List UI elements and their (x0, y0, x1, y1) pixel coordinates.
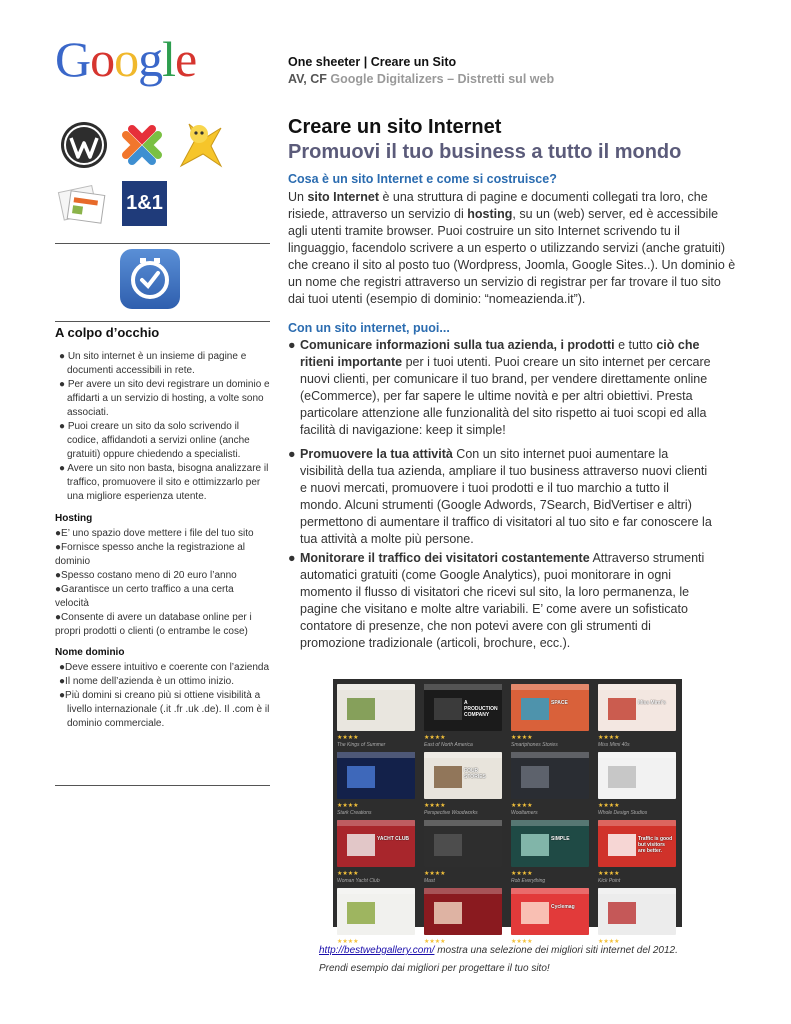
bullet-dot: ● (288, 551, 296, 565)
thumbnail-caption: Miss Mimi 40s (598, 742, 630, 748)
thumbnail-nav-bar (598, 820, 676, 826)
thumbnail-accent-block (347, 766, 375, 788)
gallery-thumbnail (598, 752, 676, 799)
thumbnail-text: SIMPLE (551, 836, 570, 842)
logo-letter-o2: o (114, 31, 139, 87)
thumbnail-rating: ★★★★ (424, 939, 446, 945)
gallery-thumbnail (337, 684, 415, 731)
bestwebgallery-link[interactable]: http://bestwebgallery.com/ (319, 945, 435, 956)
intro-bold: sito Internet (307, 190, 379, 204)
gallery-thumbnail (511, 752, 589, 799)
thumbnail-rating: ★★★★ (511, 871, 533, 877)
thumbnail-rating: ★★★★ (424, 735, 446, 741)
gallery-thumbnail (598, 888, 676, 935)
thumbnail-text: FOUR STORIES (464, 768, 486, 780)
thumbnail-accent-block (434, 698, 462, 720)
logo-letter-o1: o (90, 31, 115, 87)
thumbnail-rating: ★★★★ (598, 939, 620, 945)
thumbnail-rating: ★★★★ (424, 871, 446, 877)
thumbnail-caption: The Kings of Summer (337, 742, 386, 748)
thumbnail-nav-bar (337, 752, 415, 758)
section-question-1: Cosa è un sito Internet e come si costruisce? (288, 172, 557, 186)
gallery-thumbnail (511, 820, 589, 867)
thumbnail-nav-bar (511, 820, 589, 826)
gallery-thumbnail (424, 684, 502, 731)
hosting-list (55, 527, 270, 639)
sidebar-title: A colpo d’occhio (55, 325, 160, 340)
thumbnail-caption: Wooltamers (511, 810, 538, 816)
main-bullet (288, 550, 713, 653)
gallery-caption (319, 945, 678, 956)
gallery-thumbnail (598, 820, 676, 867)
hosting-item: ●Fornisce spesso anche la registrazione al dominio (55, 542, 246, 567)
caption-text: mostra una selezione dei migliori siti internet del 2012. (434, 945, 678, 956)
bullet-bold: Comunicare informazioni sulla tua azienda, i prodotti (300, 338, 615, 352)
thumbnail-rating: ★★★★ (337, 939, 359, 945)
document-header-title: One sheeter | Creare un Sito (288, 55, 457, 69)
thumbnail-text: Miss Mimi's (638, 700, 666, 706)
sidebar-bullet: ● Avere un sito non basta, bisogna analizzare il traffico, promuovere il sito e ottimizzarlo per una migliore esperienza utente. (59, 463, 269, 502)
bullet-text: Con un sito internet puoi aumentare la visibilità della tua azienda, ampliare il tuo business attraverso nuovi clienti e nuovi mercati, promuovere i tuoi prodotti e il tuo marchio a tutto il mondo. Alcuni strumenti (Google Adwords, 7Search, BidVertiser e altri) permettono di aumentare il traffico di visitatori al tuo sito e far conoscere la tua attività a molte più persone. (300, 447, 712, 547)
bullet-dot: ● (288, 338, 296, 352)
hosting-item: ●Garantisce un certo traffico a una certa velocità (55, 584, 234, 609)
domain-item: ●Più domini si creano più si ottiene visibilità a livello internazionale (.it .fr .uk .de). Il .com è il dominio commerciale. (59, 690, 270, 729)
thumbnail-nav-bar (598, 888, 676, 894)
gallery-caption-line2: Prendi esempio dai migliori per progettare il tuo sito! (319, 963, 550, 974)
yellow-mascot-icon (175, 118, 223, 166)
sidebar-divider-mid (55, 321, 270, 322)
bullet-dot: ● (288, 447, 296, 461)
wordpress-icon (60, 121, 108, 169)
intro-text: è una struttura di pagine e documenti collegati tra loro, che risiede, attraverso un servizio di (288, 190, 708, 221)
thumbnail-caption: Whole Design Studios (598, 810, 648, 816)
sidebar-bullet: ● Per avere un sito devi registrare un dominio e affidarti a un servizio di hosting, a volte sono associati. (59, 379, 270, 418)
thumbnail-caption: Kick Point (598, 878, 621, 884)
sidebar-bullet: ● Un sito internet è un insieme di pagine e documenti accessibili in rete. (59, 351, 247, 376)
intro-text: Un (288, 190, 308, 204)
bullet-bold: ciò che ritieni importante (300, 338, 700, 370)
sidebar-bullet: ● Puoi creare un sito da solo scrivendo il codice, affidandoti a servizi online (anche gratuiti) oppure chiedendo a specialisti. (59, 421, 250, 460)
bullet-bold: Promuovere la tua attività (300, 447, 453, 461)
thumbnail-rating: ★★★★ (511, 803, 533, 809)
thumbnail-caption: Stark Creations (337, 810, 372, 816)
thumbnail-rating: ★★★★ (337, 803, 359, 809)
thumbnail-rating: ★★★★ (598, 803, 620, 809)
thumbnail-caption: Mast (424, 878, 435, 884)
thumbnail-nav-bar (424, 820, 502, 826)
gallery-thumbnail (511, 888, 589, 935)
thumbnail-caption: Rob Everything (511, 878, 546, 884)
intro-bold: hosting (467, 207, 513, 221)
hosting-item: ●Spesso costano meno di 20 euro l’anno (55, 570, 237, 581)
logo-letter-g2: g (138, 31, 163, 87)
thumbnail-accent-block (521, 834, 549, 856)
thumbnail-rating: ★★★★ (598, 735, 620, 741)
gallery-thumbnail (424, 888, 502, 935)
group-name: Google Digitalizers (330, 72, 444, 86)
domain-heading: Nome dominio (55, 647, 125, 658)
thumbnail-accent-block (521, 902, 549, 924)
gallery-thumbnail (424, 820, 502, 867)
bullet-mid: e tutto (614, 338, 657, 352)
domain-item: ●Il nome dell’azienda è un ottimo inizio. (59, 676, 235, 687)
authors: AV, CF (288, 72, 327, 86)
intro-paragraph (288, 189, 736, 308)
thumbnail-nav-bar (337, 888, 415, 894)
thumbnail-accent-block (434, 902, 462, 924)
bullet-text: per i tuoi utenti. Puoi creare un sito internet per cercare nuovi clienti, per comunicare il tuo brand, per vendere direttamente online (eCommerce), per far sapere le ultime novità e per altri obiettivi. Presta particolare attenzione alle funzionalità del sito rispetto ai tuoi scopi ed alla facilità di navigazione: keep it simple! (300, 355, 711, 438)
thumbnail-caption: Woman Yacht Club (337, 878, 380, 884)
thumbnail-rating: ★★★★ (424, 803, 446, 809)
thumbnail-text: YACHT CLUB (377, 836, 410, 842)
gallery-thumbnail (337, 752, 415, 799)
thumbnail-text: A PRODUCTION COMPANY (464, 700, 498, 718)
gallery-thumbnail (424, 752, 502, 799)
hosting-heading: Hosting (55, 513, 93, 524)
thumbnail-accent-block (434, 834, 462, 856)
thumbnail-accent-block (347, 698, 375, 720)
hosting-item: ●Consente di avere un database online per i propri prodotti o clienti (o entrambe le cose) (55, 612, 252, 637)
thumbnail-accent-block (608, 698, 636, 720)
hosting-item: ●E’ uno spazio dove mettere i file del tuo sito (55, 528, 254, 539)
document-header-authors (288, 72, 554, 86)
thumbnail-nav-bar (337, 820, 415, 826)
section-question-2: Con un sito internet, puoi... (288, 321, 450, 335)
main-bullet (288, 446, 713, 549)
bullet-text: Attraverso strumenti automatici gratuiti (come Google Analytics), puoi monitorare in ogni momento il flusso di visitatori che ricevi sul sito, la loro permanenza, le pagine che visitano e molte altre variabili. E’ come avere un sofisticato contatore di presenze, che non potevi avere con gli strumenti di promozione tradizionale (articoli, brochure, ecc.). (300, 551, 705, 651)
thumbnail-nav-bar (511, 752, 589, 758)
thumbnail-nav-bar (598, 752, 676, 758)
main-bullet (288, 337, 713, 440)
thumbnail-accent-block (347, 834, 375, 856)
bullet-bold: Monitorare il traffico dei visitatori costantemente (300, 551, 590, 565)
thumbnail-accent-block (608, 902, 636, 924)
gallery-thumbnail (337, 888, 415, 935)
analytics-clock-icon (120, 249, 180, 309)
domain-item: ●Deve essere intuitivo e coerente con l’azienda (59, 662, 270, 673)
sidebar-divider-top (55, 243, 270, 244)
intro-text: , su un (web) server, ed è accessibile agli utenti tramite browser. Puoi costruire un sito Internet scrivendo tu il linguaggio, facendolo scrivere a un esperto o utilizzando servizi (anche gratuiti) che creano il sito al posto tuo (Wordpress, Joomla, Google Sites..). Un dominio è un nome che registri attraverso un servizio di registrar per far trovare il tuo sito dai tuoi utenti (esempio di dominio: “nomeazienda.it”). (288, 207, 736, 306)
thumbnail-rating: ★★★★ (337, 871, 359, 877)
thumbnail-accent-block (608, 834, 636, 856)
districts: Distretti sul web (457, 72, 555, 86)
gallery-thumbnail (511, 684, 589, 731)
thumbnail-accent-block (347, 902, 375, 924)
google-sites-icon (57, 181, 105, 229)
thumbnail-nav-bar (511, 888, 589, 894)
thumbnail-accent-block (521, 766, 549, 788)
1and1-icon: 1&1 (122, 181, 167, 226)
thumbnail-nav-bar (511, 684, 589, 690)
google-logo (55, 31, 197, 87)
gallery-thumbnail (598, 684, 676, 731)
thumbnail-accent-block (608, 766, 636, 788)
thumbnail-nav-bar (337, 684, 415, 690)
gallery-thumbnail (337, 820, 415, 867)
thumbnail-text: Cyclemag (551, 904, 575, 910)
thumbnail-rating: ★★★★ (511, 939, 533, 945)
sidebar-bullet-list (55, 350, 270, 504)
thumbnail-rating: ★★★★ (598, 871, 620, 877)
logo-letter-e: e (175, 31, 197, 87)
thumbnail-rating: ★★★★ (337, 735, 359, 741)
thumbnail-caption: Perspective Woodworks (424, 810, 478, 816)
thumbnail-nav-bar (424, 752, 502, 758)
website-gallery-image (333, 679, 682, 945)
thumbnail-accent-block (434, 766, 462, 788)
thumbnail-nav-bar (598, 684, 676, 690)
thumbnail-rating: ★★★★ (511, 735, 533, 741)
logo-letter-g: G (55, 31, 91, 87)
thumbnail-nav-bar (424, 684, 502, 690)
thumbnail-nav-bar (424, 888, 502, 894)
domain-list (55, 661, 270, 731)
dash: – (447, 72, 455, 86)
thumbnail-text: Traffic is good but visitors are better. (638, 836, 673, 854)
page-title: Creare un sito Internet (288, 116, 502, 138)
joomla-icon (118, 121, 166, 169)
page-subtitle: Promuovi il tuo business a tutto il mondo (288, 141, 682, 163)
thumbnail-text: SPACE (551, 700, 568, 706)
logo-letter-l: l (162, 31, 176, 87)
thumbnail-accent-block (521, 698, 549, 720)
sidebar-divider-bottom (55, 785, 270, 786)
thumbnail-caption: East of North America (424, 742, 473, 748)
thumbnail-caption: Smartphones Stories (511, 742, 558, 748)
